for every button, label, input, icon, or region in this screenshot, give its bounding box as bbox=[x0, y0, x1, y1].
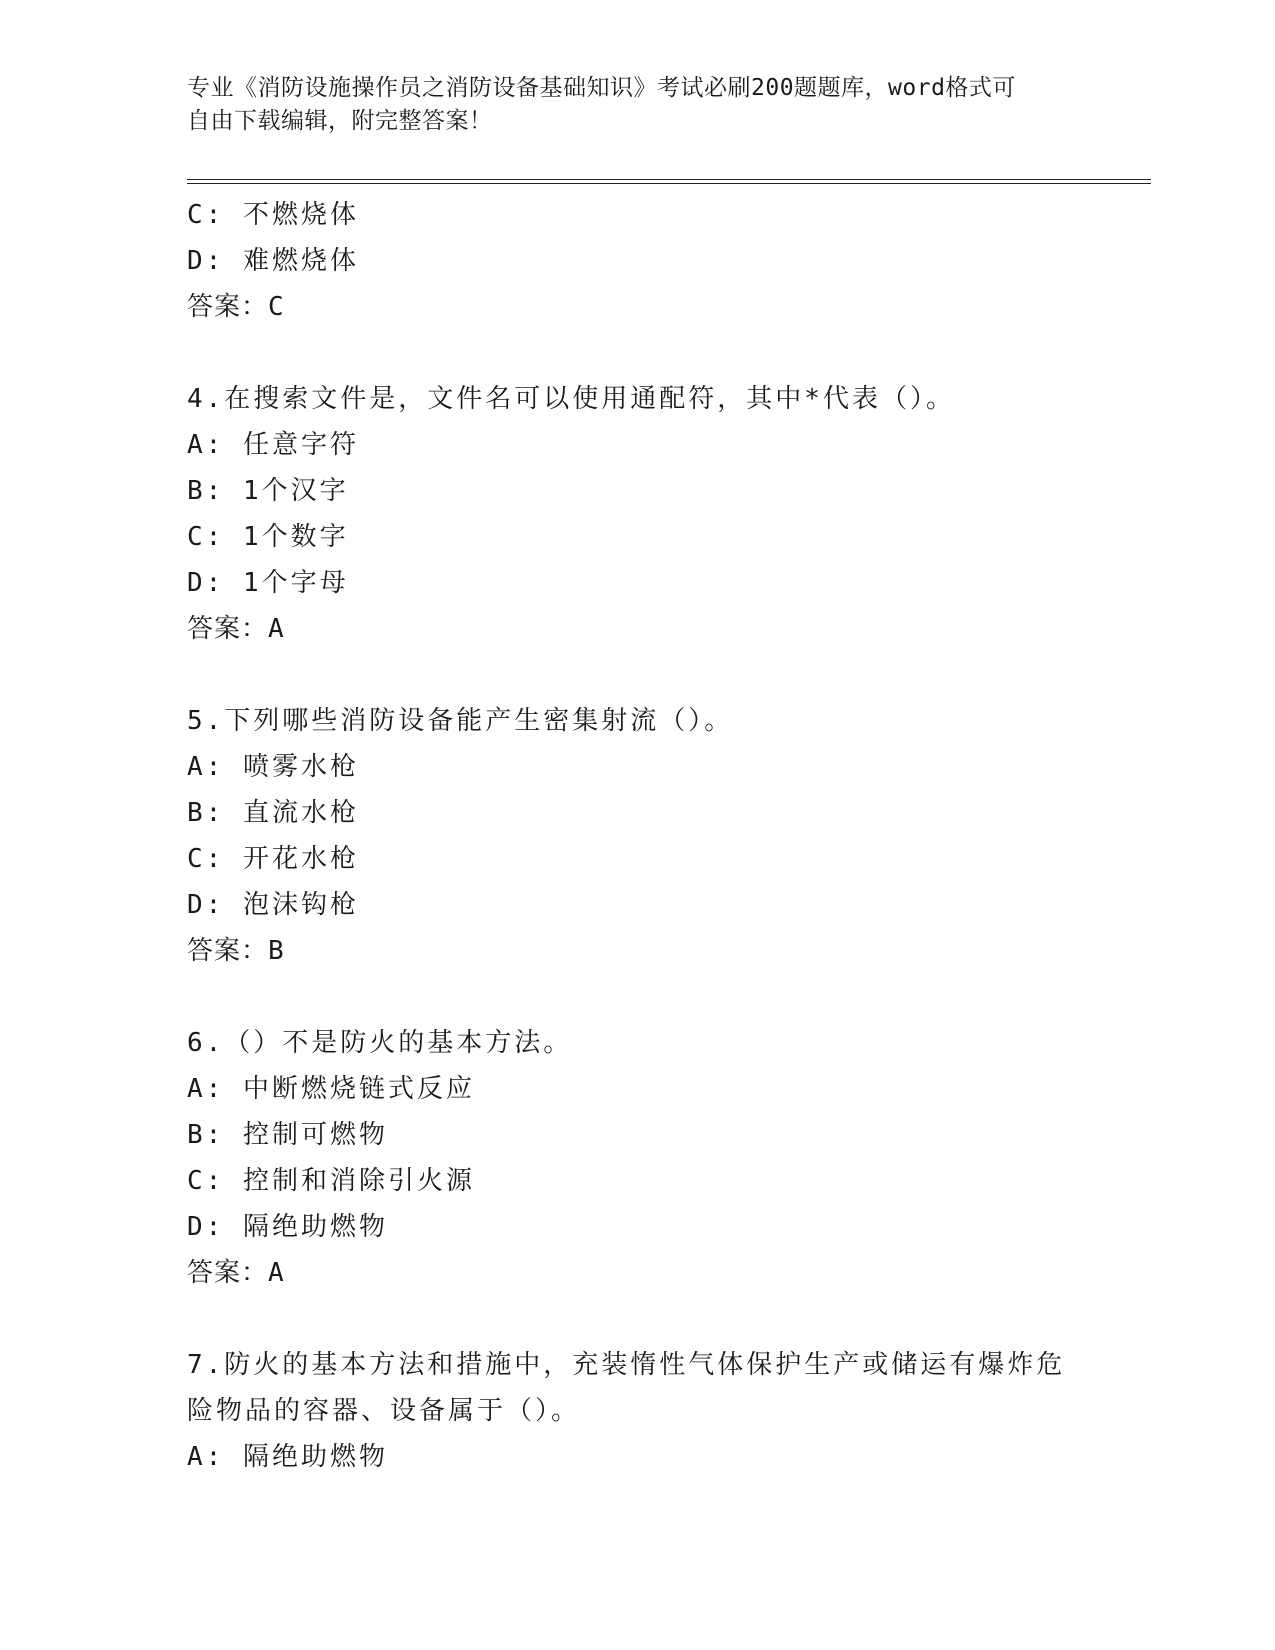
question-stem-line-1: 7.防火的基本方法和措施中，充装惰性气体保护生产或储运有爆炸危 bbox=[187, 1350, 1066, 1380]
option-a: A: 喷雾水枪 bbox=[187, 752, 359, 782]
option-d: D: 难燃烧体 bbox=[187, 246, 359, 276]
option-c: C: 控制和消除引火源 bbox=[187, 1166, 475, 1196]
question-5 bbox=[187, 698, 1087, 974]
spacer bbox=[187, 974, 1087, 1020]
question-stem: 6.（）不是防火的基本方法。 bbox=[187, 1028, 573, 1058]
answer-value: B bbox=[268, 936, 285, 966]
answer-label: 答案： bbox=[187, 292, 269, 322]
answer-label: 答案： bbox=[187, 614, 269, 644]
answer-line bbox=[187, 1250, 1087, 1296]
spacer bbox=[187, 652, 1087, 698]
option-c: C: 开花水枪 bbox=[187, 844, 359, 874]
option-a: A: 任意字符 bbox=[187, 430, 359, 460]
question-7 bbox=[187, 1342, 1087, 1480]
spacer bbox=[187, 330, 1087, 376]
option-d: D: 1个字母 bbox=[187, 568, 349, 598]
answer-line bbox=[187, 606, 1087, 652]
header-title-line-2: 自由下载编辑，附完整答案！ bbox=[187, 108, 493, 134]
option-d: D: 隔绝助燃物 bbox=[187, 1212, 388, 1242]
question-4 bbox=[187, 376, 1087, 652]
option-a: A: 隔绝助燃物 bbox=[187, 1442, 388, 1472]
option-b: B: 1个汉字 bbox=[187, 476, 349, 506]
question-list bbox=[187, 192, 1087, 1480]
question-stem: 4.在搜索文件是，文件名可以使用通配符，其中*代表（）。 bbox=[187, 384, 955, 414]
option-b: B: 直流水枪 bbox=[187, 798, 359, 828]
answer-value: A bbox=[268, 614, 285, 644]
option-c: C: 不燃烧体 bbox=[187, 200, 359, 230]
header-divider-top bbox=[187, 179, 1151, 180]
question-6 bbox=[187, 1020, 1087, 1296]
header-divider-bottom bbox=[187, 183, 1151, 184]
option-c: C: 1个数字 bbox=[187, 522, 349, 552]
question-3 bbox=[187, 192, 1087, 330]
question-stem-line-2: 险物品的容器、设备属于（）。 bbox=[187, 1396, 581, 1426]
answer-line bbox=[187, 284, 1087, 330]
header-title-line-1: 专业《消防设施操作员之消防设备基础知识》考试必刷200题题库，word格式可 bbox=[187, 75, 1016, 101]
answer-label: 答案： bbox=[187, 936, 269, 966]
option-a: A: 中断燃烧链式反应 bbox=[187, 1074, 475, 1104]
option-b: B: 控制可燃物 bbox=[187, 1120, 388, 1150]
answer-value: C bbox=[268, 292, 285, 322]
question-stem: 5.下列哪些消防设备能产生密集射流（）。 bbox=[187, 706, 734, 736]
answer-value: A bbox=[268, 1258, 285, 1288]
document-header bbox=[187, 72, 1067, 138]
answer-label: 答案： bbox=[187, 1258, 269, 1288]
spacer bbox=[187, 1296, 1087, 1342]
option-d: D: 泡沫钩枪 bbox=[187, 890, 359, 920]
answer-line bbox=[187, 928, 1087, 974]
